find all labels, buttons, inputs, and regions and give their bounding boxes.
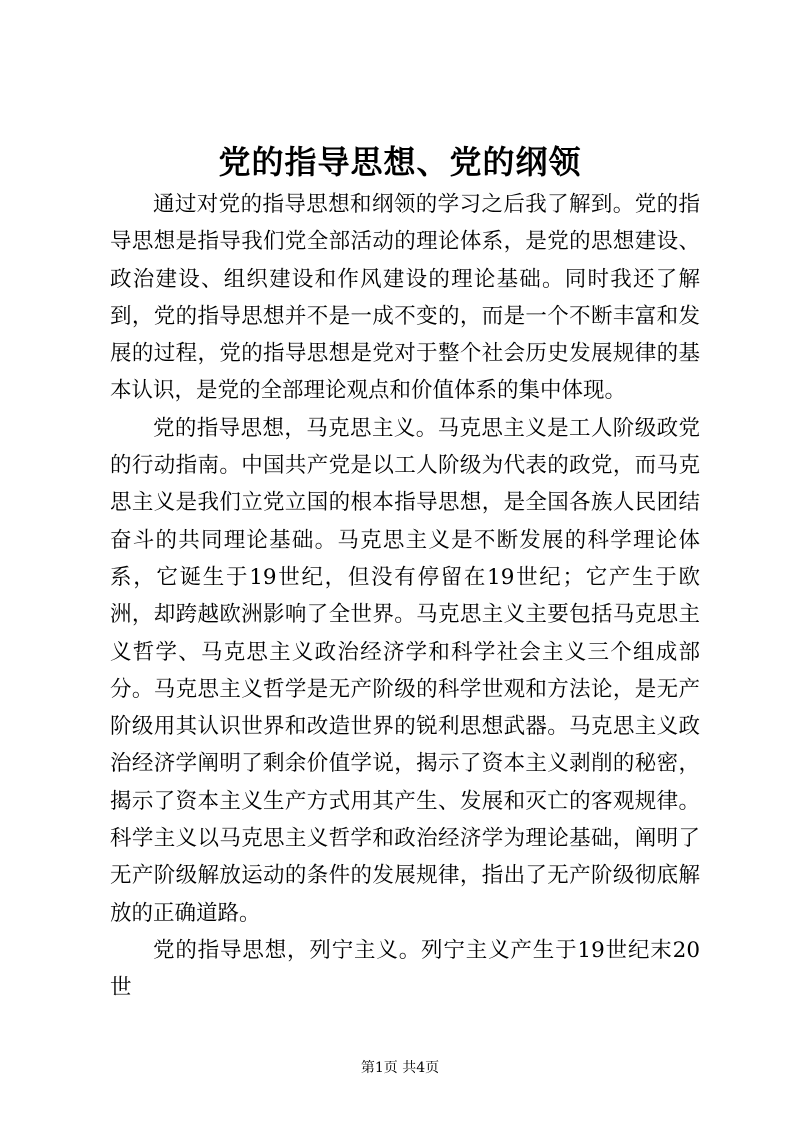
paragraph-2: 党的指导思想，马克思主义。马克思主义是工人阶级政党的行动指南。中国共产党是以工人阶级为代表的政党，而马克思主义是我们立党立国的根本指导思想，是全国各族人民团结奋斗的共同理论基础。马克思主义是不断发展的科学理论体系，它诞生于19世纪，但没有停留在19世纪；它产生于欧洲，却跨越欧洲影响了全世界。马克思主义主要包括马克思主义哲学、马克思主义政治经济学和科学社会主义三个组成部分。马克思主义哲学是无产阶级的科学世观和方法论，是无产阶级用其认识世界和改造世界的锐利思想武器。马克思主义政治经济学阐明了剩余价值学说，揭示了资本主义剥削的秘密，揭示了资本主义生产方式用其产生、发展和灭亡的客观规律。科学主义以马克思主义哲学和政治经济学为理论基础，阐明了无产阶级解放运动的条件的发展规律，指出了无产阶级彻底解放的正确道路。 bbox=[110, 415, 700, 926]
page-footer: 第1页 共4页 bbox=[360, 1060, 440, 1076]
document-body bbox=[110, 186, 700, 1007]
paragraph-3: 党的指导思想，列宁主义。列宁主义产生于19世纪末20世 bbox=[110, 937, 700, 1001]
paragraph-1: 通过对党的指导思想和纲领的学习之后我了解到。党的指导思想是指导我们党全部活动的理论体系，是党的思想建设、政治建设、组织建设和作风建设的理论基础。同时我还了解到，党的指导思想并不是一成不变的，而是一个不断丰富和发展的过程，党的指导思想是党对于整个社会历史发展规律的基本认识，是党的全部理论观点和价值体系的集中体现。 bbox=[110, 192, 700, 404]
document-title: 党的指导思想、党的纲领 bbox=[218, 143, 582, 181]
